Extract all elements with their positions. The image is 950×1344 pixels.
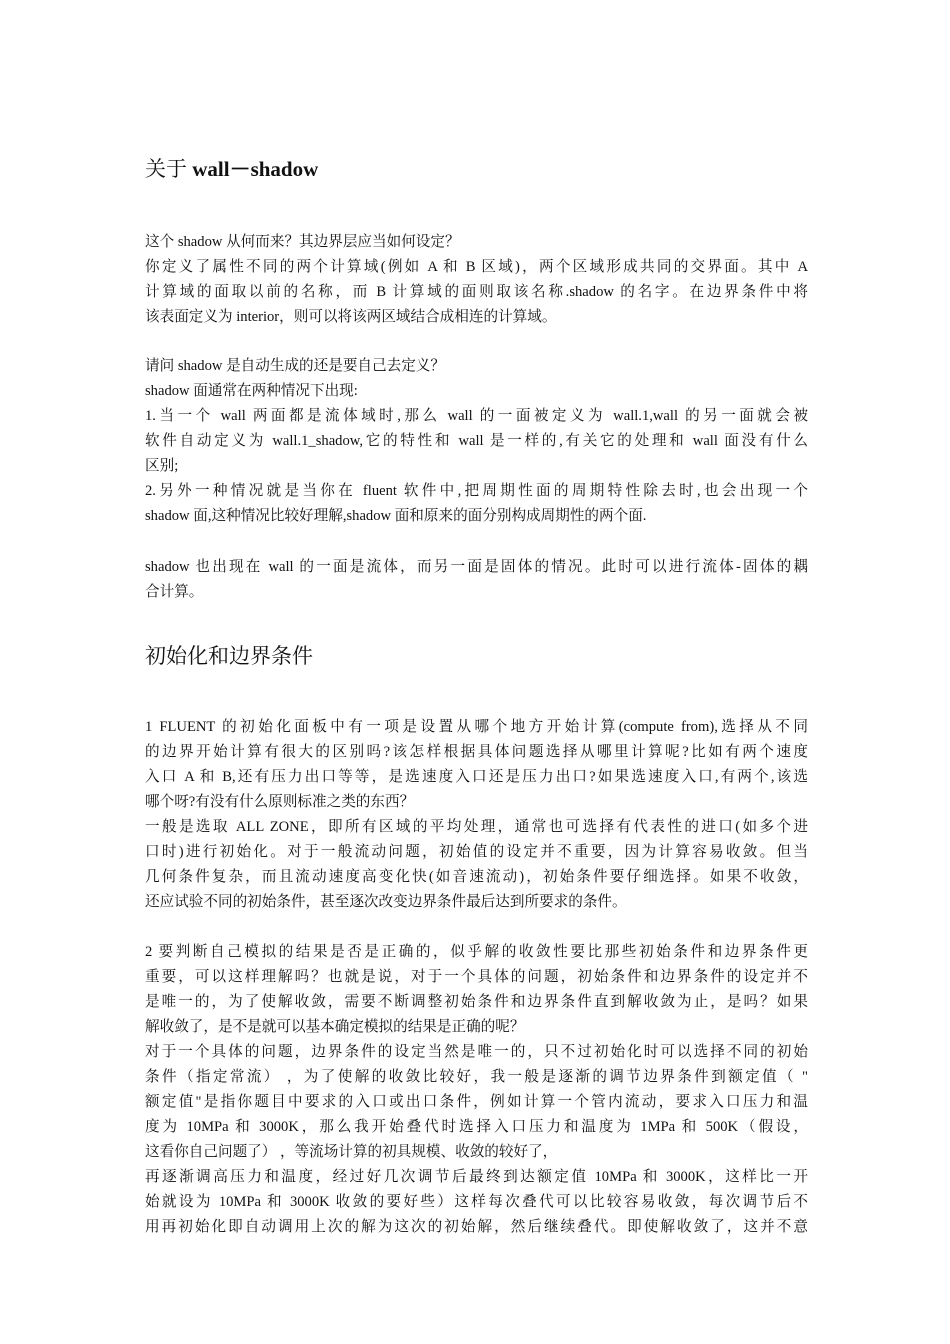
text-line: 还应试验不同的初始条件，甚至逐次改变边界条件最后达到所要求的条件。	[145, 894, 627, 910]
text-line: 额定值"是指你题目中要求的入口或出口条件，例如计算一个管内流动，要求入口压力和温	[145, 1094, 808, 1110]
text-line: shadow 面通常在两种情况下出现:	[145, 383, 358, 399]
text-line: 2 要判断自己模拟的结果是否是正确的，似乎解的收敛性要比那些初始条件和边界条件更	[145, 944, 808, 960]
text-line: 你定义了属性不同的两个计算域(例如 A 和 B 区域)，两个区域形成共同的交界面。其中 A	[145, 259, 808, 275]
text-line: 度为 10MPa 和 3000K，那么我开始叠代时选择入口压力和温度为 1MPa 和 500K（假设，	[145, 1119, 808, 1135]
heading-bold: wall－shadow	[192, 157, 319, 181]
text-line: 这个 shadow 从何而来？其边界层应当如何设定？	[145, 234, 460, 250]
text-line: 对于一个具体的问题，边界条件的设定当然是唯一的，只不过初始化时可以选择不同的初始	[145, 1044, 808, 1060]
text-line: shadow 面,这种情况比较好理解,shadow 面和原来的面分别构成周期性的两个面.	[145, 508, 647, 524]
section-heading-wall-shadow	[145, 154, 318, 184]
text-line: 再逐渐调高压力和温度，经过好几次调节后最终到达额定值 10MPa 和 3000K，这样比一开	[145, 1169, 808, 1185]
text-line: 2.另外一种情况就是当你在 fluent 软件中,把周期性面的周期特性除去时,也会出现一个	[145, 483, 808, 499]
text-line: 入口 A 和 B,还有压力出口等等，是选速度入口还是压力出口?如果选速度入口,有两个,该选	[145, 769, 808, 785]
text-line: 几何条件复杂，而且流动速度高变化快(如音速流动)，初始条件要仔细选择。如果不收敛，	[145, 869, 808, 885]
text-line: 1 FLUENT 的初始化面板中有一项是设置从哪个地方开始计算(compute from),选择从不同	[145, 719, 808, 735]
paragraph-convergence-q2	[145, 940, 808, 1240]
text-line: shadow 也出现在 wall 的一面是流体，而另一面是固体的情况。此时可以进行流体-固体的耦	[145, 559, 808, 575]
text-line: 是唯一的，为了使解收敛，需要不断调整初始条件和边界条件直到解收敛为止，是吗？如果	[145, 994, 808, 1010]
text-line: 始就设为 10MPa 和 3000K 收敛的要好些）这样每次叠代可以比较容易收敛，每次调节后不	[145, 1194, 808, 1210]
text-line: 的边界开始计算有很大的区别吗?该怎样根据具体问题选择从哪里计算呢?比如有两个速度	[145, 744, 808, 760]
text-line: 区别;	[145, 458, 179, 474]
text-line: 条件（指定常流） ，为了使解的收敛比较好，我一般是逐渐的调节边界条件到额定值（ "	[145, 1069, 808, 1085]
text-line: 哪个呀?有没有什么原则标准之类的东西？	[145, 794, 415, 810]
text-line: 一般是选取 ALL ZONE，即所有区域的平均处理，通常也可选择有代表性的进口(如多个进	[145, 819, 808, 835]
paragraph-shadow-generation	[145, 354, 808, 529]
heading-prefix: 关于	[145, 157, 193, 181]
text-line: 这看你自己问题了） ，等流场计算的初具规模、收敛的较好了，	[145, 1144, 558, 1160]
text-line: 合计算。	[145, 584, 204, 600]
text-line: 软件自动定义为 wall.1_shadow,它的特性和 wall 是一样的,有关它的处理和 wall 面没有什么	[145, 433, 808, 449]
text-line: 重要，可以这样理解吗？也就是说，对于一个具体的问题，初始条件和边界条件的设定并不	[145, 969, 808, 985]
paragraph-initialization-q1	[145, 715, 808, 915]
text-line: 该表面定义为 interior，则可以将该两区域结合成相连的计算域。	[145, 309, 557, 325]
text-line: 解收敛了，是不是就可以基本确定模拟的结果是正确的呢？	[145, 1019, 525, 1035]
text-line: 1.当一个 wall 两面都是流体域时,那么 wall 的一面被定义为 wall.1,wall 的另一面就会被	[145, 408, 808, 424]
section-heading-initialization: 初始化和边界条件	[145, 644, 313, 668]
text-line: 口时)进行初始化。对于一般流动问题，初始值的设定并不重要，因为计算容易收敛。但当	[145, 844, 808, 860]
paragraph-shadow-fluid-solid	[145, 555, 808, 605]
text-line: 用再初始化即自动调用上次的解为这次的初始解，然后继续叠代。即使解收敛了，这并不意	[145, 1219, 808, 1235]
text-line: 请问 shadow 是自动生成的还是要自己去定义？	[145, 358, 445, 374]
paragraph-shadow-origin	[145, 230, 808, 330]
text-line: 计算域的面取以前的名称，而 B 计算域的面则取该名称.shadow 的名字。在边界条件中将	[145, 284, 808, 300]
